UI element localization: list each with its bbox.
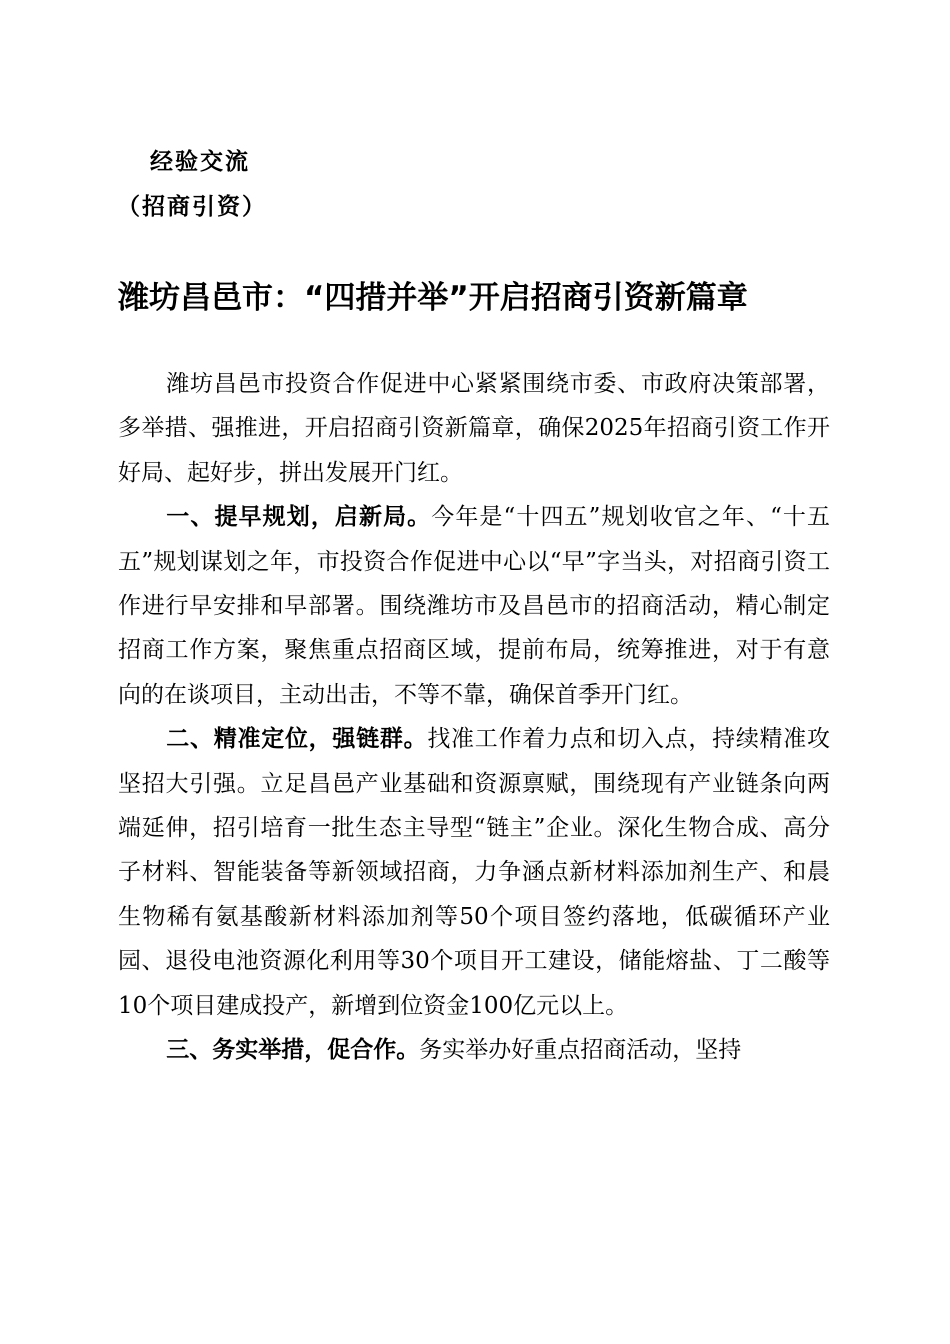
paragraph-intro (118, 362, 830, 495)
subcategory-label: （招商引资） (117, 193, 267, 220)
article-title: 潍坊昌邑市：“四措并举”开启招商引资新篇章 (118, 280, 748, 316)
article-body (118, 362, 830, 1073)
paragraph-text: 潍坊昌邑市投资合作促进中心紧紧围绕市委、市政府决策部署，多举措、强推进，开启招商引资新篇章，确保2025年招商引资工作开好局、起好步，拼出发展开门红。 (118, 371, 830, 486)
category-label: 经验交流 (150, 148, 250, 175)
section-heading: 二、精准定位，强链群。 (166, 726, 428, 753)
paragraph-section-3 (118, 1028, 830, 1072)
paragraph-section-1 (118, 495, 830, 717)
section-heading: 一、提早规划，启新局。 (166, 504, 432, 531)
paragraph-section-2 (118, 717, 830, 1028)
paragraph-text: 务实举办好重点招商活动，坚持 (419, 1037, 742, 1064)
paragraph-text: 找准工作着力点和切入点，持续精准攻坚招大引强。立足昌邑产业基础和资源禀赋，围绕现有产业链条向两端延伸，招引培育一批生态主导型“链主”企业。深化生物合成、高分子材料、智能装备等新领域招商，力争涵点新材料添加剂生产、和晨生物稀有氨基酸新材料添加剂等50个项目签约落地，低碳循环产业园、退役电池资源化利用等30个项目开工建设，储能熔盐、丁二酸等10个项目建成投产，新增到位资金100亿元以上。 (118, 726, 831, 1019)
section-heading: 三、务实举措，促合作。 (166, 1037, 420, 1064)
paragraph-text: 今年是“十四五”规划收官之年、“十五五”规划谋划之年，市投资合作促进中心以“早”字当头，对招商引资工作进行早安排和早部署。围绕潍坊市及昌邑市的招商活动，精心制定招商工作方案，聚焦重点招商区域，提前布局，统筹推进，对于有意向的在谈项目，主动出击，不等不靠，确保首季开门红。 (118, 504, 830, 708)
